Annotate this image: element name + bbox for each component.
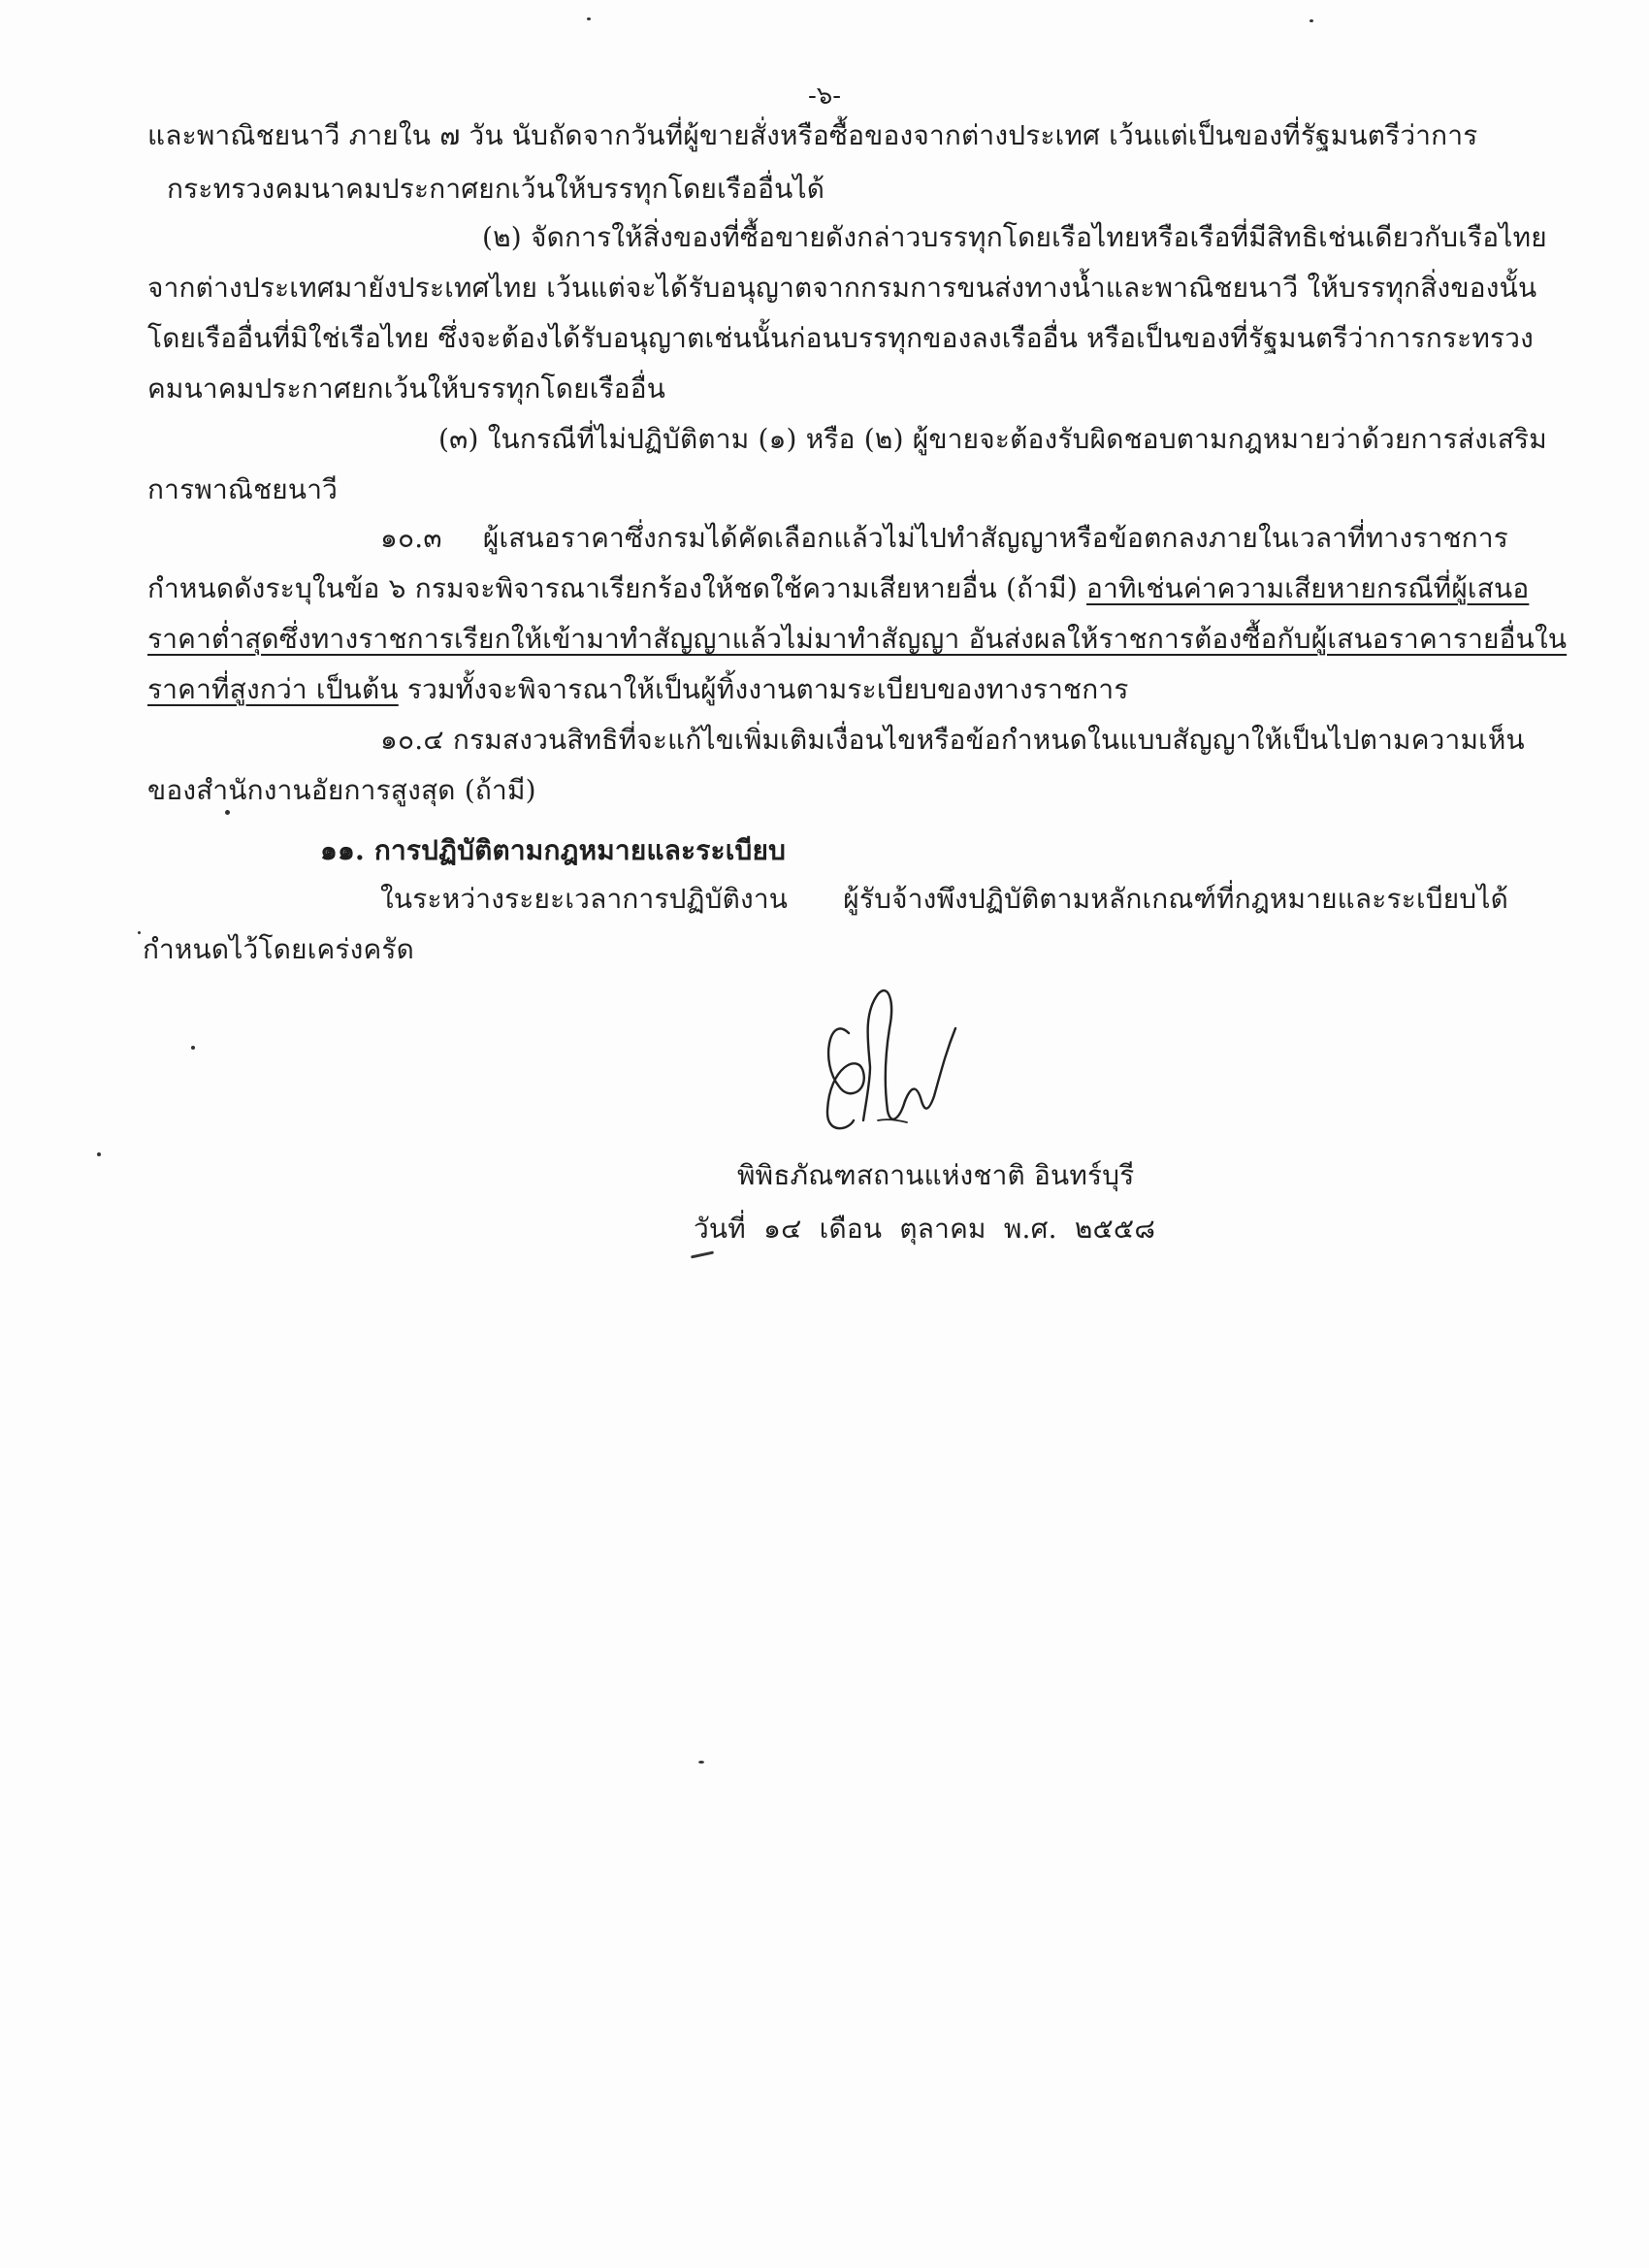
- scan-speck: [1310, 19, 1313, 22]
- paragraph-line-5: โดยเรืออื่นที่มิใช่เรือไทย ซึ่งจะต้องได้รับอนุญาตเช่นนั้นก่อนบรรทุกของลงเรืออื่น หรือเป็นของที่รัฐมนตรีว่าการกระทรวง: [147, 322, 1535, 354]
- paragraph-line-7: (๓) ในกรณีที่ไม่ปฏิบัติตาม (๑) หรือ (๒) ผู้ขายจะต้องรับผิดชอบตามกฎหมายว่าด้วยการส่งเสริม: [438, 423, 1547, 455]
- paragraph-line-10: [147, 567, 1530, 610]
- paragraph-line-14: ของสำนักงานอัยการสูงสุด (ถ้ามี): [147, 774, 536, 806]
- paragraph-line-12: [147, 668, 1129, 711]
- scan-speck: [191, 1046, 195, 1050]
- scan-speck: [138, 931, 141, 934]
- paragraph-line-3: (๒) จัดการให้สิ่งของที่ซื้อขายดังกล่าวบรรทุกโดยเรือไทยหรือเรือที่มีสิทธิเช่นเดียวกับเรือไทย: [482, 221, 1547, 253]
- paragraph-line-16: กำหนดไว้โดยเคร่งครัด: [143, 933, 415, 965]
- line-10-underlined-text: อาทิเช่นค่าความเสียหายกรณีที่ผู้เสนอ: [1086, 572, 1530, 604]
- section-11-heading: ๑๑. การปฏิบัติตามกฎหมายและระเบียบ: [320, 834, 787, 866]
- scan-speck: [97, 1152, 101, 1156]
- line-10-plain-text: กำหนดดังระบุในข้อ ๖ กรมจะพิจารณาเรียกร้องให้ชดใช้ความเสียหายอื่น (ถ้ามี): [147, 572, 1087, 604]
- paragraph-line-8: การพาณิชยนาวี: [147, 473, 339, 505]
- paragraph-line-1: และพาณิชยนาวี ภายใน ๗ วัน นับถัดจากวันที่ผู้ขายสั่งหรือซื้อของจากต่างประเทศ เว้นแต่เป็นของที่รัฐมนตรีว่าการ: [147, 119, 1478, 151]
- paragraph-line-13: ๑๐.๔ กรมสงวนสิทธิที่จะแก้ไขเพิ่มเติมเงื่อนไขหรือข้อกำหนดในแบบสัญญาให้เป็นไปตามความเห็น: [380, 724, 1525, 756]
- page-number: -๖-: [807, 81, 842, 111]
- line-12-plain-text: รวมทั้งจะพิจารณาให้เป็นผู้ทิ้งงานตามระเบียบของทางราชการ: [398, 673, 1129, 705]
- paragraph-line-6: คมนาคมประกาศยกเว้นให้บรรทุกโดยเรืออื่น: [147, 373, 666, 405]
- paragraph-line-15: ในระหว่างระยะเวลาการปฏิบัติงาน ผู้รับจ้างพึงปฏิบัติตามหลักเกณฑ์ที่กฎหมายและระเบียบได้: [380, 883, 1508, 915]
- scan-speck: [587, 17, 591, 20]
- scan-speck: [225, 810, 230, 815]
- handwritten-signature: [810, 975, 985, 1140]
- paragraph-line-11: ราคาต่ำสุดซึ่งทางราชการเรียกให้เข้ามาทำสัญญาแล้วไม่มาทำสัญญา อันส่งผลให้ราชการต้องซื้อกับผู้เสนอราคารายอื่นใน: [147, 623, 1568, 655]
- scan-speck: [691, 1251, 714, 1259]
- paragraph-line-4: จากต่างประเทศมายังประเทศไทย เว้นแต่จะได้รับอนุญาตจากกรมการขนส่งทางน้ำและพาณิชยนาวี ให้บรรทุกสิ่งของนั้น: [147, 272, 1537, 304]
- paragraph-line-2: กระทรวงคมนาคมประกาศยกเว้นให้บรรทุกโดยเรืออื่นได้: [167, 173, 825, 205]
- scan-speck: [698, 1761, 704, 1764]
- line-12-underlined-text: ราคาที่สูงกว่า เป็นต้น: [147, 673, 399, 705]
- paragraph-line-9: ๑๐.๓ ผู้เสนอราคาซึ่งกรมได้คัดเลือกแล้วไม่ไปทำสัญญาหรือข้อตกลงภายในเวลาที่ทางราชการ: [380, 522, 1508, 554]
- signature-date: วันที่ ๑๔ เดือน ตุลาคม พ.ศ. ๒๕๕๘: [694, 1213, 1156, 1245]
- organization-name: พิพิธภัณฑสถานแห่งชาติ อินทร์บุรี: [737, 1159, 1135, 1191]
